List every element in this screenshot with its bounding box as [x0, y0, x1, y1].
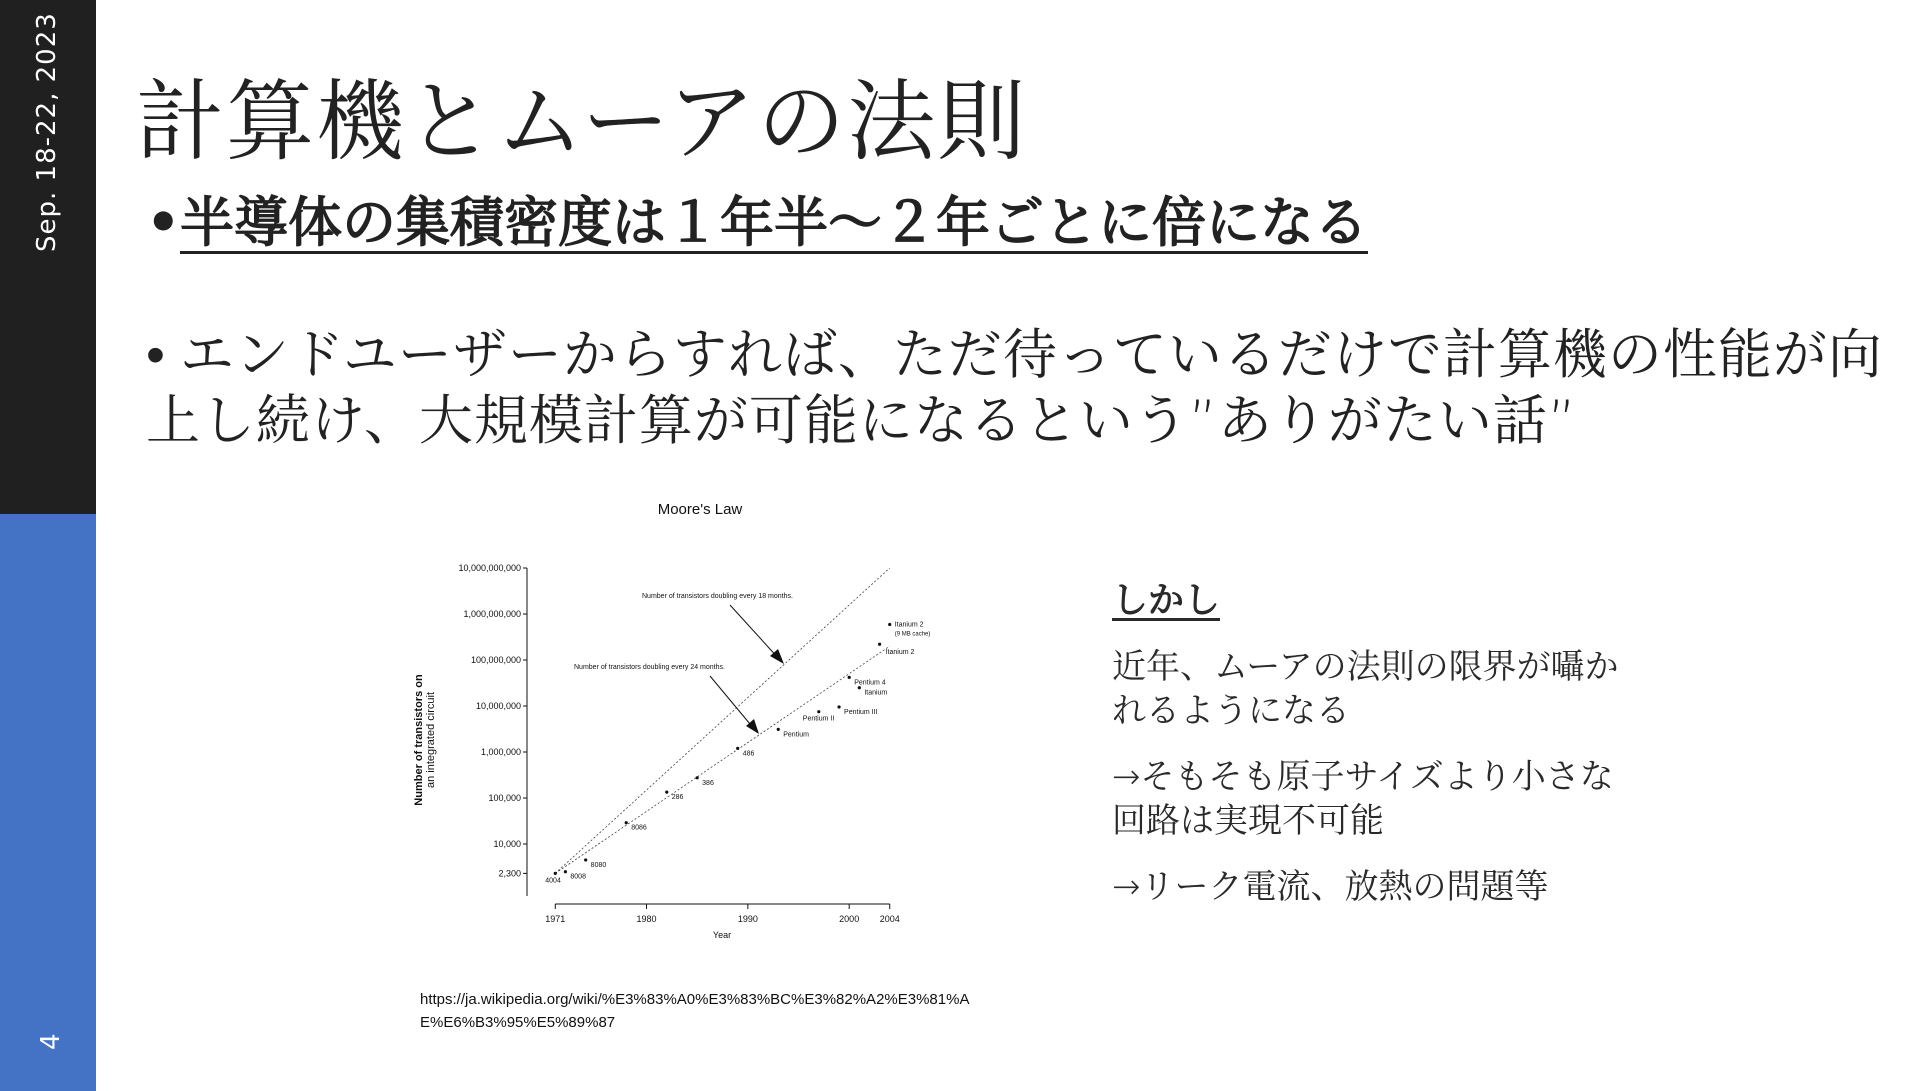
y-tick-label: 2,300	[498, 868, 521, 879]
chart-svg	[400, 490, 1000, 960]
y-tick-label: 10,000,000	[475, 701, 521, 711]
data-point	[554, 872, 557, 875]
y-tick-label: 10,000	[493, 839, 521, 849]
bullet-marker: •	[146, 323, 166, 386]
moores-law-chart	[400, 490, 1000, 960]
aside-panel	[1112, 572, 1632, 931]
trend-arrow	[710, 676, 755, 730]
bullet-item-1	[146, 190, 1886, 256]
trend-line-label: Number of transistors doubling every 24 months.	[574, 664, 725, 671]
x-axis-label: Year	[712, 930, 732, 940]
page-number: 4	[36, 1033, 66, 1050]
bullet-text: 半導体の集積密度は１年半～２年ごとに倍になる	[180, 191, 1368, 254]
sidebar-accent-panel	[0, 514, 96, 1091]
data-point	[696, 776, 699, 779]
y-tick-label: 100,000,000	[470, 655, 521, 665]
trend-line-label: Number of transistors doubling every 18 months.	[642, 593, 793, 600]
data-point	[736, 747, 739, 750]
y-tick-label: 1,000,000	[480, 747, 521, 757]
bullet-text: エンドユーザーからすれば、ただ待っているだけで計算機の性能が向上し続け、大規模計算が可能になるという”ありがたい話”	[146, 323, 1883, 452]
trend-line	[555, 646, 889, 873]
aside-paragraph-1: 近年、ムーアの法則の限界が囁かれるようになる	[1112, 647, 1619, 731]
data-point	[564, 870, 567, 873]
point-label: 486	[742, 750, 755, 758]
aside-heading: しかし	[1112, 580, 1221, 621]
data-point	[817, 710, 820, 713]
data-point	[848, 676, 851, 679]
slide-title: 計算機とムーアの法則	[136, 70, 1028, 173]
data-point	[777, 728, 780, 731]
bullet-marker: •	[146, 191, 181, 254]
x-tick-label: 2004	[879, 914, 900, 924]
point-label: 8086	[631, 824, 647, 832]
point-label: Pentium	[783, 731, 809, 739]
x-tick-label: 1971	[545, 914, 566, 924]
source-url: https://ja.wikipedia.org/wiki/%E3%83%A0%E3%83%BC%E3%82%A2%E3%81%AE%E6%B3%95%E5%89%87	[420, 991, 970, 1031]
data-point	[625, 821, 628, 824]
x-tick-label: 2000	[839, 914, 860, 924]
point-label: 386	[702, 779, 714, 787]
data-point	[837, 705, 840, 708]
point-label: 4004	[545, 877, 561, 885]
point-label: 286	[671, 794, 684, 802]
y-tick-label: 1,000,000,000	[463, 609, 521, 619]
trend-arrow	[730, 605, 780, 660]
data-point	[665, 791, 668, 794]
point-label: Itanium	[864, 689, 888, 697]
chart-title: Moore's Law	[657, 501, 743, 518]
point-label: Itanium 2	[894, 621, 924, 629]
aside-paragraph-3: →リーク電流、放熱の問題等	[1112, 867, 1549, 907]
data-point	[888, 623, 891, 626]
point-label: Pentium 4	[854, 679, 886, 687]
x-tick-label: 1980	[636, 914, 657, 924]
y-axis-label: an integrated circuit	[425, 692, 437, 788]
point-label-detail: (9 MB cache)	[894, 631, 931, 638]
data-point	[584, 858, 587, 861]
y-tick-label: 100,000	[488, 793, 521, 803]
aside-paragraph-2: →そもそも原子サイズより小さな回路は実現不可能	[1112, 757, 1614, 841]
data-point	[878, 643, 881, 646]
y-axis-label: Number of transistors on	[413, 674, 425, 806]
point-label: Pentium II	[802, 715, 835, 723]
data-point	[858, 686, 861, 689]
point-label: 8008	[570, 873, 586, 881]
point-label: 8080	[590, 861, 607, 869]
bullet-item-2	[146, 322, 1886, 454]
x-tick-label: 1990	[737, 914, 758, 924]
point-label: Pentium III	[844, 709, 878, 717]
trend-line	[555, 568, 889, 873]
point-label: Itanium 2	[885, 649, 915, 657]
y-tick-label: 10,000,000,000	[458, 563, 521, 573]
